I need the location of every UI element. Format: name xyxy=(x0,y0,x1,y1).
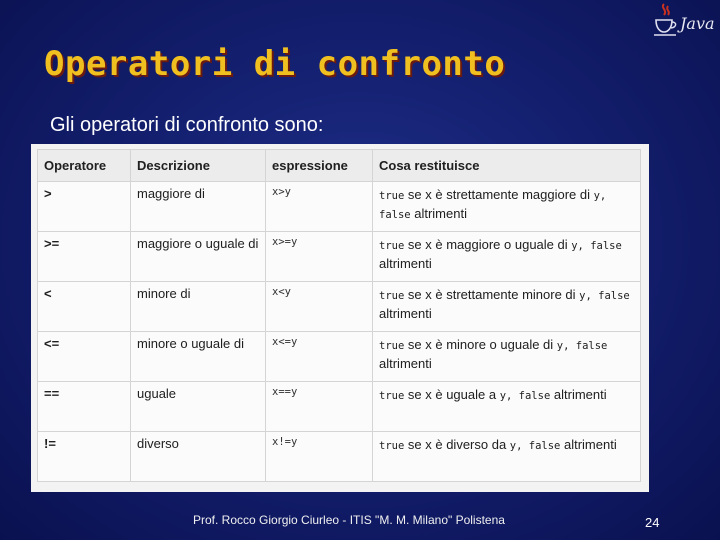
operator-cell: == xyxy=(38,382,131,432)
result-code: true xyxy=(379,340,405,352)
description-cell: diverso xyxy=(131,432,266,482)
result-text: se x è strettamente minore di xyxy=(404,287,580,302)
result-text: se x è diverso da xyxy=(404,437,510,452)
table-row xyxy=(38,332,641,382)
result-cell xyxy=(373,332,641,382)
slide-title: Operatori di confronto xyxy=(44,44,506,84)
result-text: altrimenti xyxy=(550,387,607,402)
expression-cell: x<=y xyxy=(266,332,373,382)
result-code: y, false xyxy=(571,240,622,252)
operator-cell: <= xyxy=(38,332,131,382)
table-row xyxy=(38,382,641,432)
result-text: altrimenti xyxy=(379,256,432,271)
result-text: altrimenti xyxy=(410,206,467,221)
table-row xyxy=(38,282,641,332)
description-cell: maggiore di xyxy=(131,182,266,232)
table-header-row xyxy=(38,150,641,182)
result-cell xyxy=(373,282,641,332)
result-text: se x è minore o uguale di xyxy=(404,337,557,352)
header-espressione: espressione xyxy=(266,150,373,182)
result-text: se x è maggiore o uguale di xyxy=(404,237,572,252)
header-cosa-restituisce: Cosa restituisce xyxy=(373,150,641,182)
coffee-cup-icon xyxy=(652,2,680,40)
result-code: true xyxy=(379,290,405,302)
operator-cell: > xyxy=(38,182,131,232)
slide-footer: Prof. Rocco Giorgio Ciurleo - ITIS "M. M. Milano" Polistena xyxy=(193,513,505,527)
operators-table-image xyxy=(31,144,649,492)
table-row xyxy=(38,182,641,232)
result-text: se x è uguale a xyxy=(404,387,500,402)
java-logo xyxy=(650,2,714,42)
result-code: true xyxy=(379,240,405,252)
result-code: y, false xyxy=(579,290,630,302)
description-cell: maggiore o uguale di xyxy=(131,232,266,282)
slide-subtitle: Gli operatori di confronto sono: xyxy=(50,114,324,136)
operator-cell: >= xyxy=(38,232,131,282)
result-code: y, false xyxy=(379,190,607,221)
result-text: altrimenti xyxy=(560,437,617,452)
description-cell: uguale xyxy=(131,382,266,432)
header-descrizione: Descrizione xyxy=(131,150,266,182)
result-code: true xyxy=(379,440,405,452)
result-cell xyxy=(373,182,641,232)
operator-cell: != xyxy=(38,432,131,482)
expression-cell: x<y xyxy=(266,282,373,332)
result-code: y, false xyxy=(556,340,608,352)
result-text: se x è strettamente maggiore di xyxy=(404,187,594,202)
operators-table xyxy=(37,149,641,482)
result-text: altrimenti xyxy=(379,356,432,371)
result-code: true xyxy=(379,390,405,402)
header-operatore: Operatore xyxy=(38,150,131,182)
table-row xyxy=(38,232,641,282)
result-cell xyxy=(373,432,641,482)
operator-cell: < xyxy=(38,282,131,332)
result-code: true xyxy=(379,190,405,202)
result-code: y, false xyxy=(509,440,561,452)
expression-cell: x>=y xyxy=(266,232,373,282)
description-cell: minore o uguale di xyxy=(131,332,266,382)
table-row xyxy=(38,432,641,482)
expression-cell: x==y xyxy=(266,382,373,432)
page-number: 24 xyxy=(645,515,660,530)
expression-cell: x!=y xyxy=(266,432,373,482)
result-cell xyxy=(373,382,641,432)
java-logo-text: Java xyxy=(680,14,715,33)
expression-cell: x>y xyxy=(266,182,373,232)
result-cell xyxy=(373,232,641,282)
result-code: y, false xyxy=(499,390,551,402)
description-cell: minore di xyxy=(131,282,266,332)
result-text: altrimenti xyxy=(379,306,432,321)
